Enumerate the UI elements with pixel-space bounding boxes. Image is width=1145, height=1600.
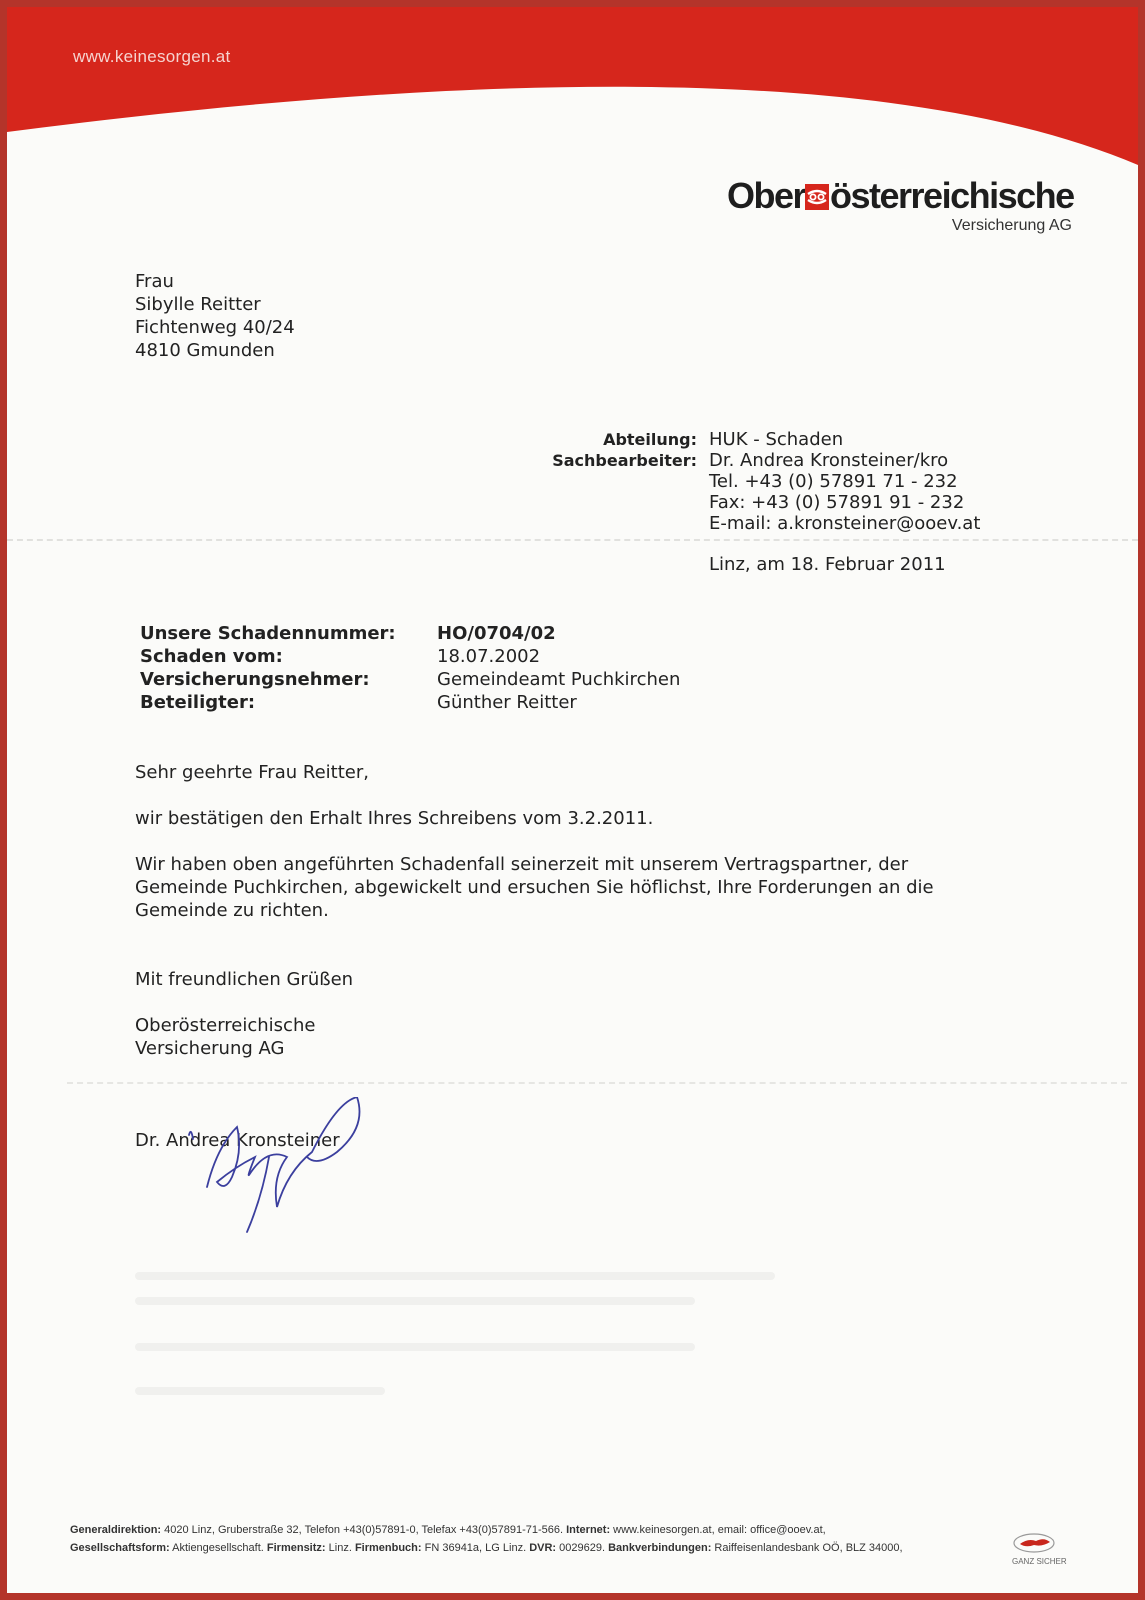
claim-number-label: Unsere Schadennummer: [140,623,396,644]
department-label: Abteilung: [603,430,697,449]
paragraph-2-line-2: Gemeinde Puchkirchen, abgewickelt und ersuchen Sie höflichst, Ihre Forderungen an die [135,877,934,898]
paragraph-2-line-3: Gemeinde zu richten. [135,900,329,921]
footer-label: Generaldirektion: [70,1524,162,1536]
footer-text: 4020 Linz, Gruberstraße 32, Telefon +43(0)57891-0, Telefax +43(0)57891-71-566. [161,1524,567,1536]
insured-label: Versicherungsnehmer: [140,669,370,690]
footer-text: www.keinesorgen.at, email: office@ooev.at, [610,1524,826,1536]
recipient-salutation: Frau [135,271,174,292]
footer-text: FN 36941a, LG Linz. [421,1542,530,1554]
show-through-smudge [135,1272,775,1280]
show-through-smudge [135,1343,695,1351]
claim-date-value: 18.07.2002 [437,646,541,667]
footer-label: Bankverbindungen: [608,1542,712,1554]
letterhead-red-band [7,7,1138,177]
show-through-smudge [135,1387,385,1395]
logo-text-right: österreichische [830,175,1074,216]
clerk-label: Sachbearbeiter: [552,451,697,470]
signature [177,1097,387,1237]
footer-text: Linz. [325,1542,355,1554]
party-value: Günther Reitter [437,692,577,713]
footer-label: Firmensitz: [266,1542,326,1554]
footer-tagline: GANZ SICHER [1012,1557,1067,1566]
company-logo [727,175,1107,245]
footer-label: Gesellschaftsform: [70,1542,170,1554]
insured-value: Gemeindeamt Puchkirchen [437,669,681,690]
closing: Mit freundlichen Grüßen [135,969,354,990]
chain-link-icon [805,184,829,210]
letter-date: Linz, am 18. Februar 2011 [709,554,946,575]
greeting: Sehr geehrte Frau Reitter, [135,762,369,783]
recipient-city: 4810 Gmunden [135,340,275,361]
paragraph-1: wir bestätigen den Erhalt Ihres Schreibens vom 3.2.2011. [135,808,654,829]
contact-fax: Fax: +43 (0) 57891 91 - 232 [709,492,965,513]
fold-line-lower [67,1082,1127,1084]
department-value: HUK - Schaden [709,429,844,450]
fold-line [7,539,1138,541]
footer-line-1 [70,1524,826,1536]
party-label: Beteiligter: [140,692,256,713]
signer-name: Dr. Andrea Kronsteiner [135,1130,340,1151]
recipient-street: Fichtenweg 40/24 [135,317,295,338]
website-link[interactable]: www.keinesorgen.at [73,47,231,66]
letter-page [7,7,1138,1593]
footer-label: Firmenbuch: [354,1542,422,1554]
contact-email: E-mail: a.kronsteiner@ooev.at [709,513,981,534]
logo-subtitle: Versicherung AG [951,217,1072,234]
footer-line-2 [70,1542,903,1554]
footer-label: DVR: [529,1542,557,1554]
company-line-1: Oberösterreichische [135,1015,316,1036]
claim-date-label: Schaden vom: [140,646,283,667]
footer-label: Internet: [566,1524,611,1536]
footer-text: 0029629. [556,1542,609,1554]
footer-text: Aktiengesellschaft. [169,1542,267,1554]
paragraph-2-line-1: Wir haben oben angeführten Schadenfall seinerzeit mit unserem Vertragspartner, der [135,854,909,875]
company-line-2: Versicherung AG [135,1038,285,1059]
austria-map-logo-icon [1012,1531,1056,1555]
show-through-smudge [135,1297,695,1305]
clerk-value: Dr. Andrea Kronsteiner/kro [709,450,949,471]
contact-tel: Tel. +43 (0) 57891 71 - 232 [709,471,958,492]
logo-text-left: Ober [727,175,806,216]
recipient-name: Sibylle Reitter [135,294,261,315]
claim-number-value: HO/0704/02 [437,623,556,644]
footer-text: Raiffeisenlandesbank OÖ, BLZ 34000, [711,1542,903,1554]
